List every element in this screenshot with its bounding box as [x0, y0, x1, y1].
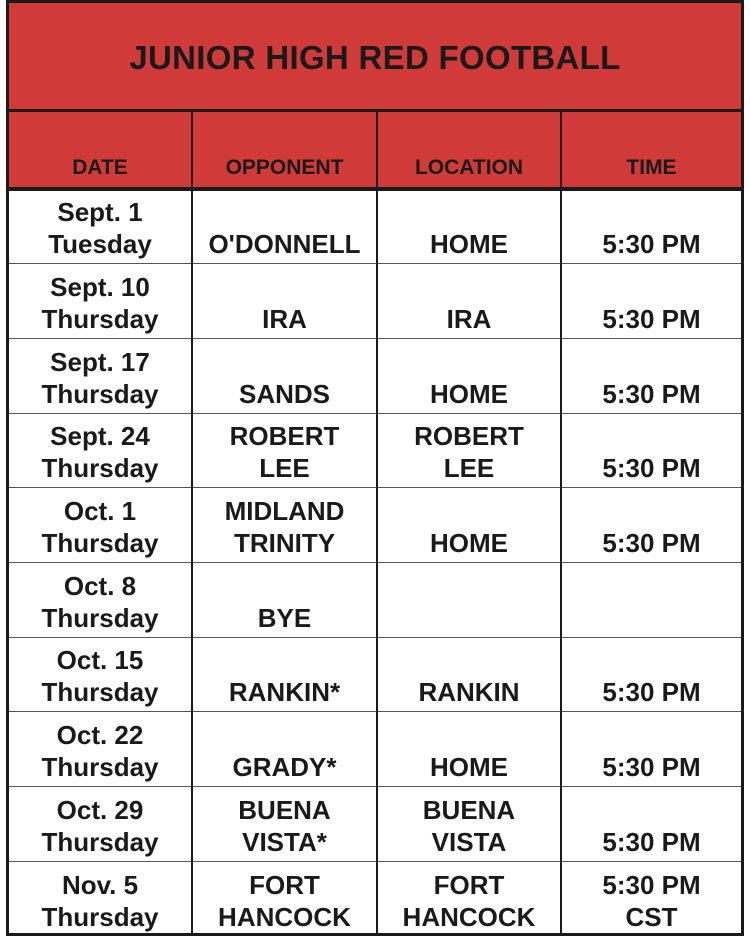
- date-cell-line: Oct. 8: [63, 570, 137, 601]
- time-cell: [561, 861, 741, 936]
- header-opponent: OPPONENT: [192, 112, 377, 189]
- date-cell-line: Thursday: [41, 453, 159, 484]
- table-row: [9, 787, 741, 862]
- location-cell-line: HANCOCK: [402, 901, 536, 932]
- location-cell: [377, 413, 561, 488]
- header-date: DATE: [9, 112, 192, 189]
- date-cell: [9, 712, 192, 787]
- location-cell: [377, 712, 561, 787]
- date-cell-line: Oct. 15: [56, 645, 144, 676]
- location-cell-line: HOME: [430, 527, 508, 558]
- opponent-cell: [192, 488, 377, 563]
- time-cell: [561, 787, 741, 862]
- date-cell: [9, 338, 192, 413]
- schedule-body: [9, 189, 741, 936]
- opponent-cell-line: LEE: [259, 453, 310, 484]
- opponent-cell: [192, 338, 377, 413]
- opponent-cell-line: MIDLAND: [224, 495, 345, 526]
- opponent-cell: [192, 787, 377, 862]
- opponent-cell-line: HANCOCK: [218, 901, 351, 932]
- opponent-cell-line: SANDS: [238, 378, 330, 409]
- opponent-cell: [192, 712, 377, 787]
- date-cell: [9, 488, 192, 563]
- time-cell: [561, 712, 741, 787]
- location-cell-line: IRA: [446, 303, 492, 334]
- table-row: [9, 338, 741, 413]
- opponent-cell-line: BUENA: [238, 794, 331, 825]
- location-cell: [377, 787, 561, 862]
- table-row: [9, 189, 741, 264]
- table-row: [9, 413, 741, 488]
- time-cell-line: 5:30 PM: [602, 826, 701, 857]
- location-cell-line: LEE: [443, 453, 495, 484]
- table-row: [9, 712, 741, 787]
- time-cell-line: 5:30 PM: [602, 378, 701, 409]
- title-banner: [9, 3, 741, 112]
- location-cell: [377, 338, 561, 413]
- date-cell-line: Thursday: [41, 901, 159, 932]
- location-cell-line: HOME: [430, 378, 508, 409]
- date-cell-line: Sept. 24: [50, 421, 150, 452]
- table-row: [9, 562, 741, 637]
- location-cell: [377, 637, 561, 712]
- location-cell-line: ROBERT: [414, 421, 524, 452]
- time-cell-line: 5:30 PM: [602, 677, 701, 708]
- opponent-cell-line: IRA: [262, 303, 307, 334]
- opponent-cell-line: RANKIN*: [228, 677, 341, 708]
- time-cell: [561, 189, 741, 264]
- opponent-cell-line: FORT: [249, 869, 320, 900]
- schedule-sheet: [6, 0, 744, 936]
- date-cell: [9, 413, 192, 488]
- location-cell-line: HOME: [430, 752, 508, 782]
- time-cell-line: 5:30 PM: [602, 229, 701, 260]
- time-cell: [561, 264, 741, 339]
- opponent-cell: [192, 861, 377, 936]
- location-cell: [377, 488, 561, 563]
- opponent-cell-line: VISTA*: [242, 826, 327, 857]
- opponent-cell-line: TRINITY: [233, 527, 336, 558]
- date-cell-line: Thursday: [41, 826, 159, 857]
- date-cell: [9, 189, 192, 264]
- date-cell-line: Thursday: [41, 677, 159, 708]
- table-row: [9, 488, 741, 563]
- date-cell-line: Sept. 17: [50, 346, 150, 377]
- time-cell-line: CST: [625, 901, 678, 932]
- date-cell-line: Thursday: [41, 752, 159, 782]
- opponent-cell: [192, 413, 377, 488]
- location-cell-line: RANKIN: [418, 677, 520, 708]
- time-cell-line: 5:30 PM: [602, 303, 701, 334]
- time-cell-line: 5:30 PM: [602, 869, 701, 900]
- date-cell: [9, 637, 192, 712]
- date-cell: [9, 562, 192, 637]
- table-row: [9, 264, 741, 339]
- date-cell-line: Thursday: [41, 527, 159, 558]
- table-row: [9, 861, 741, 936]
- page-title: JUNIOR HIGH RED FOOTBALL: [129, 39, 621, 76]
- date-cell-line: Sept. 1: [57, 197, 143, 228]
- time-cell: [561, 338, 741, 413]
- opponent-cell: [192, 189, 377, 264]
- time-cell: [561, 562, 741, 637]
- time-cell: [561, 488, 741, 563]
- date-cell-line: Oct. 22: [56, 720, 144, 750]
- time-cell-line: 5:30 PM: [602, 453, 701, 484]
- time-cell-line: 5:30 PM: [602, 752, 701, 782]
- opponent-cell: [192, 637, 377, 712]
- location-cell: [377, 264, 561, 339]
- location-cell-line: BUENA: [422, 794, 516, 825]
- location-cell-line: FORT: [433, 869, 505, 900]
- date-cell-line: Tuesday: [48, 229, 152, 260]
- date-cell-line: Nov. 5: [61, 869, 139, 900]
- date-cell: [9, 787, 192, 862]
- location-cell-line: VISTA: [431, 826, 507, 857]
- opponent-cell-line: O'DONNELL: [208, 229, 361, 260]
- time-cell-line: 5:30 PM: [602, 527, 701, 558]
- location-cell: [377, 562, 561, 637]
- location-cell: [377, 861, 561, 936]
- opponent-cell: [192, 264, 377, 339]
- date-cell-line: Thursday: [41, 602, 159, 633]
- date-cell-line: Oct. 1: [63, 495, 137, 526]
- opponent-cell-line: BYE: [257, 602, 312, 633]
- time-cell: [561, 637, 741, 712]
- header-time: TIME: [561, 112, 741, 189]
- table-row: [9, 637, 741, 712]
- header-row: [9, 112, 741, 189]
- date-cell-line: Sept. 10: [50, 271, 150, 302]
- header-location: LOCATION: [377, 112, 561, 189]
- date-cell-line: Thursday: [41, 303, 159, 334]
- time-cell: [561, 413, 741, 488]
- opponent-cell: [192, 562, 377, 637]
- date-cell: [9, 861, 192, 936]
- opponent-cell-line: ROBERT: [229, 421, 340, 452]
- date-cell-line: Thursday: [41, 378, 159, 409]
- opponent-cell-line: GRADY*: [232, 752, 337, 782]
- date-cell-line: Oct. 29: [56, 794, 144, 825]
- schedule-table: [9, 112, 741, 936]
- location-cell: [377, 189, 561, 264]
- location-cell-line: HOME: [430, 229, 508, 260]
- date-cell: [9, 264, 192, 339]
